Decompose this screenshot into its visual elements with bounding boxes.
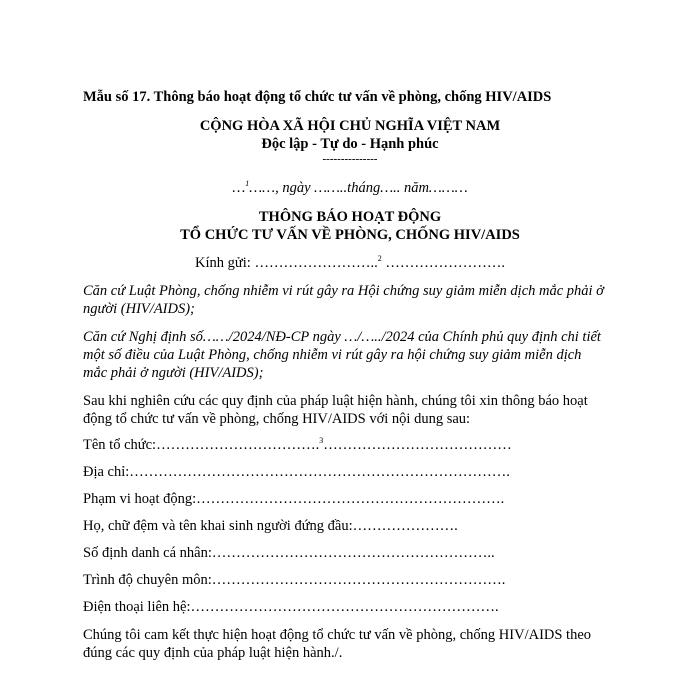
nation-name: CỘNG HÒA XÃ HỘI CHỦ NGHĨA VIỆT NAM bbox=[199, 118, 501, 134]
field-address: Địa chỉ:……………………………………………………………………. bbox=[83, 464, 510, 480]
footnote-3-ref: 3 bbox=[319, 436, 324, 445]
basis-law-line-1: Căn cứ Luật Phòng, chống nhiễm vi rút gây ra Hội chứng suy giảm miễn dịch mắc phải ở bbox=[83, 283, 604, 299]
basis-decree-line-3: mắc phải ở người (HIV/AIDS); bbox=[83, 365, 264, 381]
field-head-name: Họ, chữ đệm và tên khai sinh người đứng đầu:…………………. bbox=[83, 518, 458, 534]
commitment-line-2: đúng các quy định của pháp luật hiện hành./. bbox=[83, 645, 343, 661]
national-motto: Độc lập - Tự do - Hạnh phúc bbox=[261, 136, 439, 152]
footnote-2-ref: 2 bbox=[377, 254, 382, 263]
field-phone: Điện thoại liên hệ:………………………………………………………. bbox=[83, 599, 499, 615]
org-name-prefix: Tên tổ chức:……………………………. bbox=[83, 437, 320, 453]
footnote-1-ref: 1 bbox=[245, 179, 250, 188]
field-org-name bbox=[83, 436, 512, 454]
intro-line-2: động tổ chức tư vấn về phòng, chống HIV/AIDS với nội dung sau: bbox=[83, 411, 471, 427]
recipient-line bbox=[0, 254, 700, 272]
org-name-suffix: ………………………………… bbox=[323, 437, 512, 453]
document-title-line-1: THÔNG BÁO HOẠT ĐỘNG bbox=[258, 209, 442, 225]
form-title: Mẫu số 17. Thông báo hoạt động tổ chức tư vấn về phòng, chống HIV/AIDS bbox=[83, 89, 552, 105]
date-suffix: ……, ngày ……..tháng….. năm……… bbox=[249, 180, 468, 196]
basis-decree-line-1: Căn cứ Nghị định số……/2024/NĐ-CP ngày …/…../2024 của Chính phủ quy định chi tiết bbox=[83, 329, 601, 345]
intro-line-1: Sau khi nghiên cứu các quy định của pháp luật hiện hành, chúng tôi xin thông báo hoạt bbox=[83, 393, 588, 409]
commitment-line-1: Chúng tôi cam kết thực hiện hoạt động tổ chức tư vấn về phòng, chống HIV/AIDS theo bbox=[83, 627, 592, 643]
motto-rule: --------------- bbox=[322, 153, 378, 165]
date-prefix: … bbox=[232, 180, 246, 196]
recipient-prefix: Kính gửi: …………………….. bbox=[195, 255, 378, 271]
document-title-line-2: TỔ CHỨC TƯ VẤN VỀ PHÒNG, CHỐNG HIV/AIDS bbox=[180, 227, 520, 243]
field-scope: Phạm vi hoạt động:………………………………………………………. bbox=[83, 491, 505, 507]
recipient-suffix: ……………………. bbox=[381, 255, 505, 271]
basis-law-line-2: người (HIV/AIDS); bbox=[83, 301, 195, 317]
field-id-number: Số định danh cá nhân:………………………………………………….. bbox=[83, 545, 495, 561]
date-line bbox=[0, 179, 700, 197]
basis-decree-line-2: một số điều của Luật Phòng, chống nhiễm vi rút gây ra hội chứng suy giảm miễn dịch bbox=[83, 347, 582, 363]
field-qualification: Trình độ chuyên môn:……………………………………………………. bbox=[83, 572, 506, 588]
